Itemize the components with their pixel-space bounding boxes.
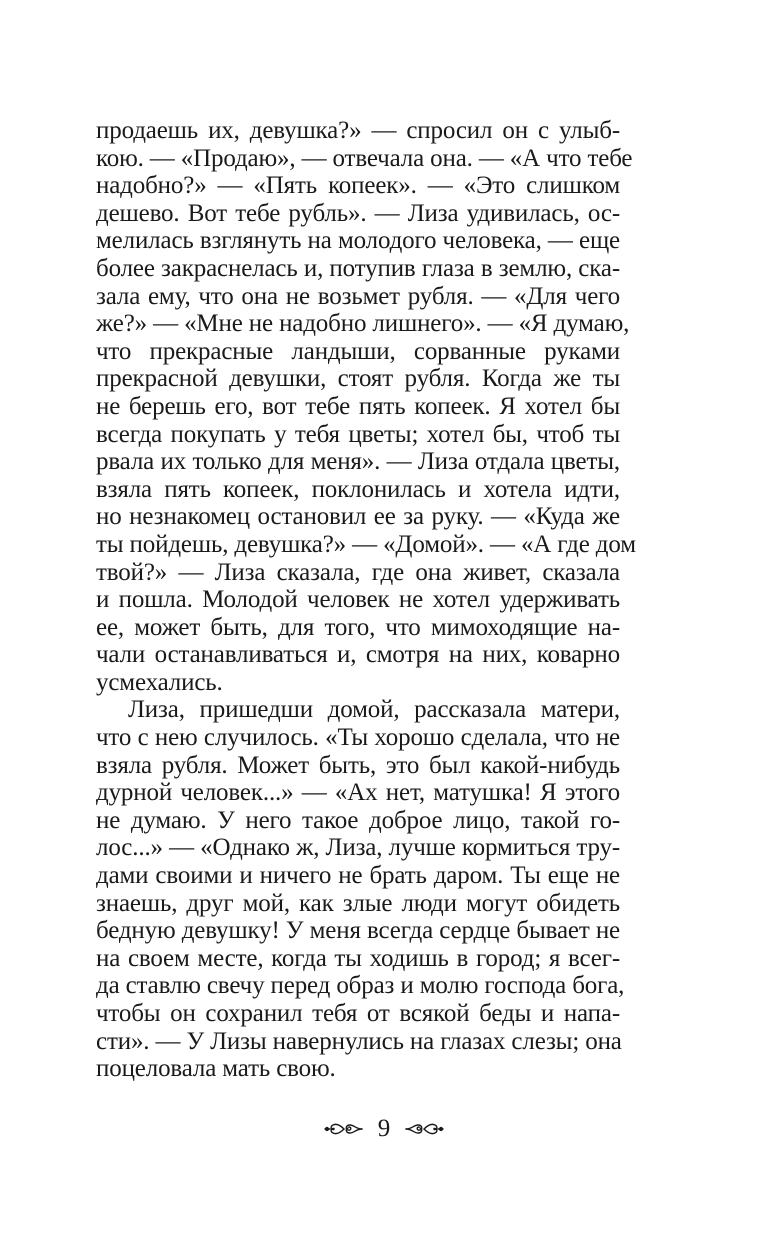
- text-line: мелилась взглянуть на молодого человека, — еще: [96, 227, 620, 255]
- text-line: дешево. Вот тебе рубль». — Лиза удивилась, ос-: [96, 199, 620, 227]
- text-line: более закраснелась и, потупив глаза в землю, ска-: [96, 254, 620, 282]
- text-line: рвала их только для меня». — Лиза отдала цветы,: [96, 448, 620, 476]
- text-line: что прекрасные ландыши, сорванные руками: [96, 337, 620, 365]
- text-line: надобно?» — «Пять копеек». — «Это слишком: [96, 172, 620, 200]
- page-number: 9: [377, 1115, 391, 1142]
- paragraph-2: [96, 696, 625, 1083]
- text-line: прекрасной девушки, стоят рубля. Когда же ты: [96, 365, 620, 393]
- text-line: сти». — У Лизы навернулись на глазах слезы; она: [96, 1027, 622, 1055]
- text-line: ты пойдешь, девушка?» — «Домой». — «А где дом: [96, 530, 636, 558]
- page-text: [96, 117, 636, 1083]
- text-line: взяла рубля. Может быть, это был какой-нибудь: [96, 751, 620, 779]
- text-line: же?» — «Мне не надобно лишнего». — «Я думаю,: [96, 310, 630, 338]
- floral-ornament-icon: [404, 1119, 444, 1139]
- paragraph-1: [96, 117, 636, 696]
- text-line: продаешь их, девушка?» — спросил он с улыб-: [96, 117, 620, 144]
- text-line: взяла пять копеек, поклонилась и хотела идти,: [96, 475, 620, 503]
- floral-ornament-icon: [324, 1119, 364, 1139]
- text-line: поцеловала мать свою.: [96, 1055, 336, 1083]
- text-line: чали останавливаться и, смотря на них, коварно: [96, 641, 620, 669]
- text-line: кою. — «Продаю», — отвечала она. — «А что тебе: [96, 144, 633, 172]
- text-line: бедную девушку! У меня всегда сердце бывает не: [96, 917, 620, 945]
- text-line: усмехались.: [96, 668, 223, 696]
- text-line: чтобы он сохранил тебя от всякой беды и напа-: [96, 1000, 620, 1027]
- text-line: Лиза, пришедши домой, рассказала матери,: [128, 696, 620, 724]
- text-line: на своем месте, когда ты ходишь в город; я всег-: [96, 944, 620, 972]
- text-line: знаешь, друг мой, как злые люди могут обидеть: [96, 889, 620, 917]
- page-footer: [0, 1114, 768, 1144]
- text-line: да ставлю свечу перед образ и молю господа бога,: [96, 972, 625, 1000]
- text-line: дурной человек...» — «Ах нет, матушка! Я этого: [96, 779, 620, 807]
- text-line: не думаю. У него такое доброе лицо, такой го-: [96, 806, 620, 834]
- text-line: что с нею случилось. «Ты хорошо сделала, что не: [96, 724, 620, 752]
- text-line: но незнакомец остановил ее за руку. — «Куда же: [96, 503, 620, 531]
- text-line: дами своими и ничего не брать даром. Ты еще не: [96, 862, 620, 890]
- text-line: ее, может быть, для того, что мимоходящие на-: [96, 613, 620, 641]
- text-line: и пошла. Молодой человек не хотел удерживать: [96, 586, 620, 614]
- text-line: не берешь его, вот тебе пять копеек. Я хотел бы: [96, 392, 620, 420]
- text-line: лос...» — «Однако ж, Лиза, лучше кормиться тру-: [96, 834, 620, 862]
- text-line: зала ему, что она не возьмет рубля. — «Для чего: [96, 282, 620, 310]
- text-line: всегда покупать у тебя цветы; хотел бы, чтоб ты: [96, 420, 620, 448]
- text-line: твой?» — Лиза сказала, где она живет, сказала: [96, 558, 620, 586]
